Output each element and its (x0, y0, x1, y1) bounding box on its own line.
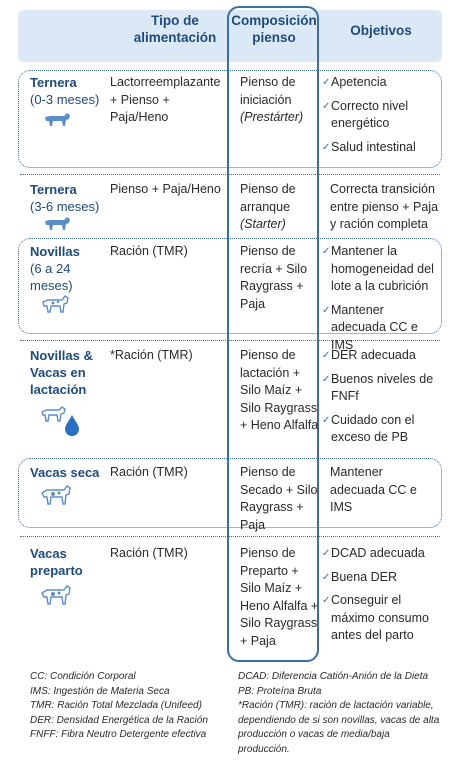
row-label-novillas: Novillas (6 a 24 meses) (30, 244, 80, 293)
objetivos-row-3 (322, 243, 440, 361)
tipo-row-5: Ración (TMR) (110, 465, 188, 479)
comp-row-3: Pienso de recría + Silo Raygrass + Paja (240, 244, 308, 311)
row-label-ternera-0-3: Ternera (0-3 meses) (30, 75, 100, 107)
legend-item: PB: Proteína Bruta (238, 685, 322, 697)
objetivos-row-5 (322, 464, 440, 517)
objetivo-item: ✓ Conseguir el máximo consumo antes del parto (322, 593, 429, 643)
check-icon: ✓ (322, 141, 331, 153)
check-icon: ✓ (322, 373, 331, 385)
objetivo-item: ✓ Correcto nivel energético (322, 98, 409, 131)
objetivo-item: ✓ Mantener la homogeneidad del lote a la cubrición (322, 244, 434, 294)
milk-drop-icon (64, 414, 80, 436)
objetivo-item: ✓ Buenos niveles de FNFf (322, 371, 434, 404)
objetivos-row-6 (322, 545, 440, 651)
check-icon: ✓ (322, 414, 331, 426)
objetivos-row-1 (322, 74, 440, 162)
comp-row-6: Pienso de Preparto + Silo Maíz + Heno Alfalfa + Silo Raygrass + Paja (240, 546, 319, 648)
comp-row-5: Pienso de Secado + Silo Raygrass + Paja (240, 465, 318, 532)
tipo-row-2: Pienso + Paja/Heno (110, 182, 221, 196)
check-icon: ✓ (322, 77, 331, 88)
legend-item: *Ración (TMR): ración de lactación variable, dependiendo de si son novillas, vacas de alta producción o vacas de media/baja producción. (238, 700, 440, 755)
objetivo-item: ✓ Mantener adecuada CC e IMS (322, 302, 418, 352)
row-separator-2 (20, 174, 440, 175)
dry-cow-icon (40, 484, 72, 506)
check-icon: ✓ (322, 595, 331, 607)
objetivo-item: ✓ DER adecuada (322, 347, 440, 365)
objetivo-item: ✓ Cuidado con el exceso de PB (322, 412, 415, 445)
tipo-row-4: *Ración (TMR) (110, 348, 193, 362)
row-separator-6 (20, 536, 440, 537)
legend-right (238, 670, 444, 758)
header-tipo: Tipo de alimentación (133, 13, 217, 45)
check-icon: ✓ (322, 548, 331, 559)
legend-item: FNFF: Fibra Neutro Detergente efectiva (30, 729, 207, 741)
comp-row-4: Pienso de lactación + Silo Maíz + Silo Raygrass + Heno Alfalfa (240, 348, 319, 433)
objetivo-text: Correcta transición entre pienso + Paja y ración completa (330, 182, 439, 232)
check-icon: ✓ (322, 571, 331, 583)
objetivo-item: ✓ Salud intestinal (322, 139, 440, 157)
row-label-vacas-lactacion: Novillas & Vacas en lactación (30, 348, 93, 397)
check-icon: ✓ (322, 350, 331, 361)
tipo-row-6: Ración (TMR) (110, 546, 188, 560)
header-composicion: Composición pienso (231, 13, 317, 45)
objetivo-text: Mantener adecuada CC e IMS (330, 465, 417, 515)
calf-icon (42, 214, 72, 232)
comp-row-1: Pienso de iniciación (Prestárter) (240, 75, 304, 125)
milk-cow-icon (40, 405, 66, 423)
row-label-vacas-seca: Vacas seca (30, 465, 100, 480)
legend-item: TMR: Ración Total Mezclada (Unifeed) (30, 700, 202, 712)
tipo-row-3: Ración (TMR) (110, 244, 188, 258)
prepartum-cow-icon (40, 584, 72, 606)
calf-icon (42, 110, 72, 128)
header-objetivos: Objetivos (350, 23, 412, 38)
legend-item: IMS: Ingestión de Materia Seca (30, 685, 170, 697)
legend-item: DER: Densidad Energética de la Ración (30, 714, 208, 726)
legend-left (30, 670, 230, 743)
heifer-icon (40, 294, 70, 314)
row-label-ternera-3-6: Ternera (3-6 meses) (30, 182, 100, 214)
objetivos-row-4 (322, 347, 440, 453)
tipo-row-1: Lactorreemplazante + Pienso + Paja/Heno (110, 75, 221, 125)
objetivo-item: ✓ Apetencia (322, 74, 440, 92)
comp-row-2: Pienso de arranque (Starter) (240, 182, 296, 232)
row-label-vacas-preparto: Vacas preparto (30, 546, 83, 578)
objetivo-item: ✓ DCAD adecuada (322, 545, 440, 563)
check-icon: ✓ (322, 246, 331, 257)
objetivo-item: ✓ Buena DER (322, 569, 440, 587)
legend-item: DCAD: Diferencia Catión-Anión de la Dieta (238, 671, 429, 682)
check-icon: ✓ (322, 100, 331, 112)
objetivos-row-2 (322, 181, 440, 234)
check-icon: ✓ (322, 304, 331, 316)
legend-item: CC: Condición Corporal (30, 671, 136, 682)
